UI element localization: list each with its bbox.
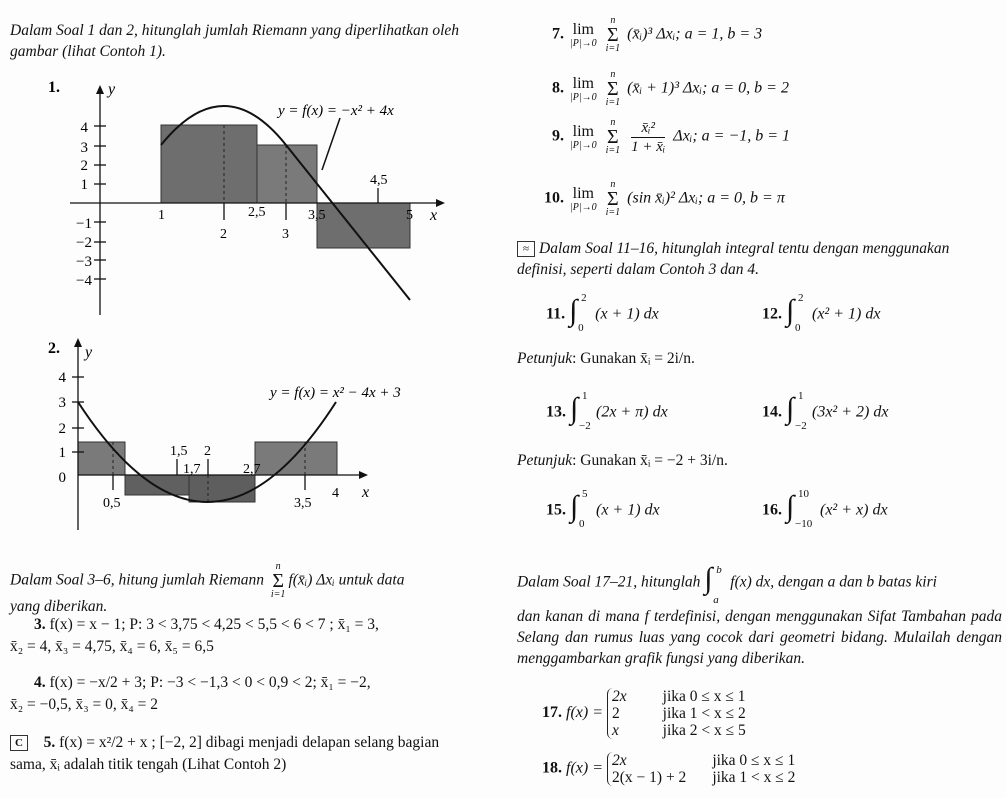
approx-badge-icon: ≈: [517, 241, 535, 257]
figure-1-function-label: y = f(x) = −x² + 4x: [278, 103, 394, 119]
problem-9: 9. lim |P|→0 n Σ i=1 $\frac{\text{x̄ᵢ²}}{\text{1 + x̄ᵢ}}$ Δxᵢ; a = −1, b = 1: [552, 117, 791, 156]
svg-text:4,5: 4,5: [370, 173, 388, 188]
svg-text:x: x: [362, 484, 370, 501]
svg-text:5: 5: [406, 208, 413, 223]
calculator-badge-icon: C: [10, 735, 28, 751]
problem-16: 16. ∫ 10 −10 (x² + x) dx: [762, 488, 888, 530]
figure-2-riemann-graph: [0, 335, 480, 535]
instruction-problems-3-6-cont: yang diberikan.: [10, 598, 108, 615]
figure-1-riemann-graph: [0, 80, 480, 320]
problem-3: 3. f(x) = x − 1; P: 3 < 3,75 < 4,25 < 5,5 < 6 < 7 ; x̄₁ = 3,: [34, 616, 379, 633]
svg-text:1: 1: [80, 177, 88, 193]
problem-14: 14. ∫ 1 −2 (3x² + 2) dx: [762, 390, 889, 432]
svg-text:2: 2: [80, 158, 88, 174]
integral-sign: ∫ 2 0: [786, 292, 804, 334]
problem-15: 15. ∫ 5 0 (x + 1) dx: [546, 488, 660, 530]
svg-text:1,7: 1,7: [183, 462, 201, 477]
problem-13: 13. ∫ 1 −2 (2x + π) dx: [546, 390, 668, 432]
svg-text:2: 2: [204, 444, 211, 459]
svg-text:−2: −2: [76, 235, 92, 251]
integral-sign: ∫ 1 −2: [786, 390, 807, 432]
problem-12: 12. ∫ 2 0 (x² + 1) dx: [762, 292, 881, 334]
hint-2: Petunjuk: Gunakan x̄ᵢ = −2 + 3i/n.: [517, 452, 728, 469]
svg-text:2: 2: [220, 227, 227, 242]
svg-text:3,5: 3,5: [308, 208, 326, 223]
instruction-problems-1-2: Dalam Soal 1 dan 2, hitunglah jumlah Riemann yang diperlihatkan oleh gambar (lihat Contoh 1).: [10, 22, 460, 60]
integral-sign: ∫ 1 −2: [570, 390, 591, 432]
problem-10: 10. lim |P|→0 n Σ i=1 (sin x̄ᵢ)² Δxᵢ; a = 0, b = π: [544, 179, 785, 218]
problem-4: 4. f(x) = −x/2 + 3; P: −3 < −1,3 < 0 < 0,9 < 2; x̄₁ = −2,: [34, 674, 371, 691]
svg-text:−1: −1: [76, 216, 92, 232]
svg-text:2,7: 2,7: [243, 462, 261, 477]
svg-text:3: 3: [58, 395, 66, 411]
svg-text:4: 4: [80, 120, 88, 136]
svg-text:1: 1: [58, 445, 66, 461]
svg-text:1: 1: [158, 208, 165, 223]
integral-sign: ∫ 10 −10: [786, 488, 813, 530]
problem-4-cont: x̄₂ = −0,5, x̄₃ = 0, x̄₄ = 2: [10, 696, 159, 713]
svg-text:−3: −3: [76, 254, 92, 270]
figure-2-svg: [0, 335, 480, 535]
svg-text:4: 4: [58, 370, 66, 386]
svg-text:3: 3: [282, 227, 289, 242]
instruction-problems-17-21: Dalam Soal 17–21, hitunglah ∫ b a f(x) dx, dengan a dan b batas kiri: [517, 562, 937, 606]
figure-1-number: 1.: [48, 80, 60, 96]
problem-11: 11. ∫ 2 0 (x + 1) dx: [546, 292, 659, 334]
svg-text:0,5: 0,5: [103, 496, 121, 511]
integral-sign: ∫ 2 0: [569, 292, 587, 334]
svg-text:y: y: [108, 81, 116, 98]
problem-8: 8. lim |P|→0 n Σ i=1 (x̄ᵢ + 1)³ Δxᵢ; a = 0, b = 2: [552, 69, 789, 108]
sigma-symbol: n Σ i=1: [270, 561, 286, 600]
problem-18: 18. f(x) = 2x jika 0 ≤ x ≤ 1 2(x − 1) + 2 jika 1 < x ≤ 2: [542, 752, 801, 786]
figure-2-function-label: y = f(x) = x² − 4x + 3: [270, 385, 401, 401]
hint-1: Petunjuk: Gunakan x̄ᵢ = 2i/n.: [517, 350, 695, 367]
problem-7: 7. lim |P|→0 n Σ i=1 (x̄ᵢ)³ Δxᵢ; a = 1, b = 3: [552, 15, 763, 54]
problem-5-cont: sama, x̄ᵢ adalah titik tengah (Lihat Contoh 2): [10, 756, 287, 773]
figure-1-svg: [0, 80, 480, 320]
integral-sign: ∫ 5 0: [570, 488, 588, 530]
piecewise-cases: 2x jika 0 ≤ x ≤ 1 2 jika 1 < x ≤ 2 x jika 2 < x ≤ 5: [607, 688, 752, 739]
svg-text:−4: −4: [76, 273, 92, 289]
instruction-problems-17-21-cont: dan kanan di mana f terdefinisi, dengan menggunakan Sifat Tambahan pada Selang dan rumus luas yang cocok dari geometri bidang. Mulailah dengan menggambarkan grafik fungsi yang diberikan.: [517, 608, 1002, 667]
instruction-problems-11-16: ≈ Dalam Soal 11–16, hitunglah integral tentu dengan menggunakan definisi, seperti dalam Contoh 3 dan 4.: [517, 240, 950, 278]
svg-text:1,5: 1,5: [170, 444, 188, 459]
svg-text:4: 4: [332, 486, 339, 501]
problem-17: 17. f(x) = 2x jika 0 ≤ x ≤ 1 2 jika 1 < x ≤ 2 x jika 2 < x ≤ 5: [542, 688, 752, 739]
piecewise-cases: 2x jika 0 ≤ x ≤ 1 2(x − 1) + 2 jika 1 < x ≤ 2: [607, 752, 801, 786]
problem-3-cont: x̄₂ = 4, x̄₃ = 4,75, x̄₄ = 6, x̄₅ = 6,5: [10, 638, 214, 655]
svg-text:3: 3: [80, 140, 88, 156]
svg-text:2: 2: [58, 421, 66, 437]
svg-text:0: 0: [58, 470, 66, 486]
figure-2-number: 2.: [48, 340, 60, 357]
svg-text:x: x: [430, 207, 438, 224]
problem-5: C 5. f(x) = x²/2 + x ; [−2, 2] dibagi menjadi delapan selang bagian: [10, 732, 439, 753]
svg-text:y: y: [85, 344, 93, 361]
svg-text:3,5: 3,5: [294, 496, 312, 511]
svg-text:2,5: 2,5: [248, 205, 266, 220]
instruction-problems-3-6: Dalam Soal 3–6, hitung jumlah Riemann n Σ i=1 f(x̄ᵢ) Δxᵢ untuk data: [10, 561, 405, 600]
